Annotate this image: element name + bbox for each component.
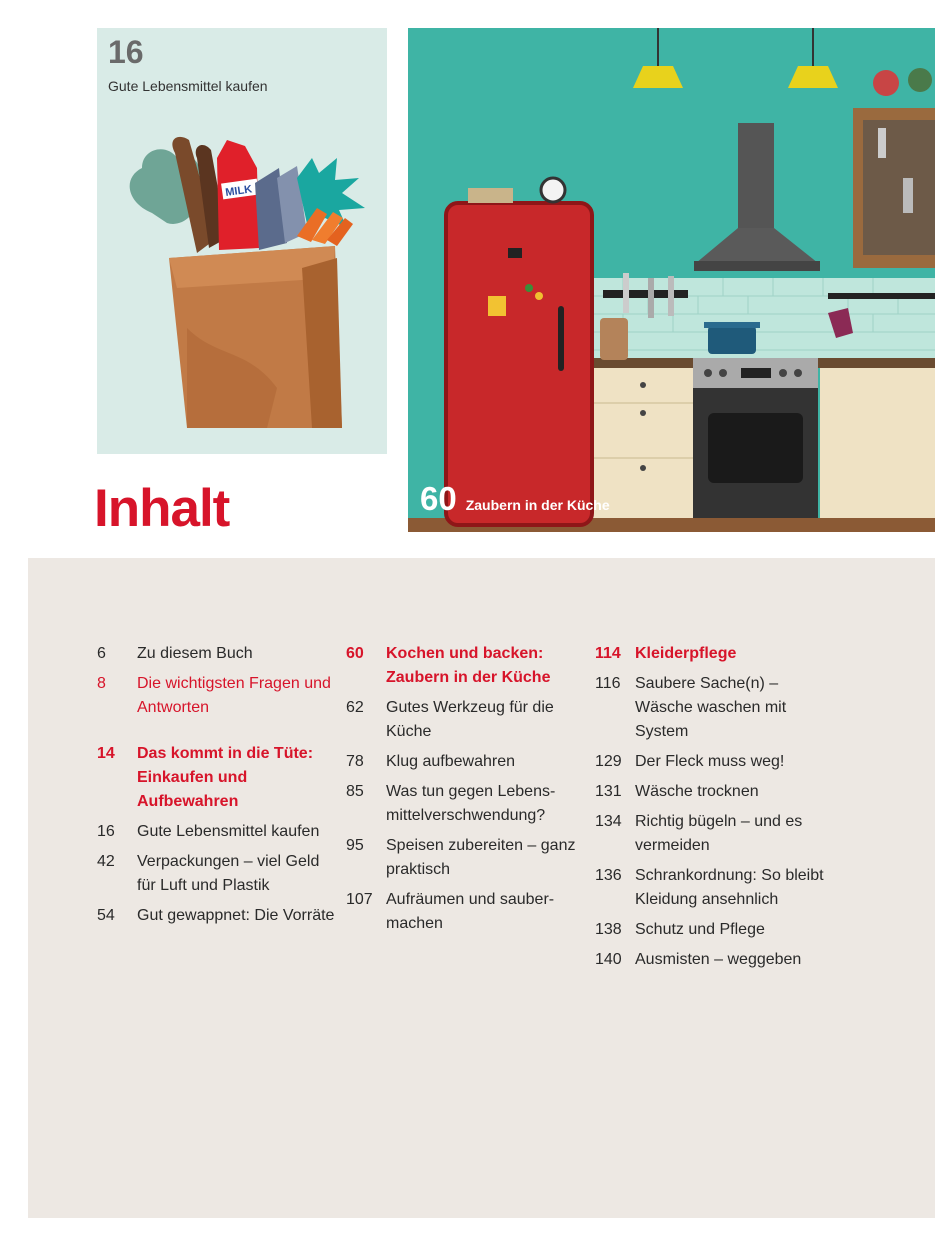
kitchen-illustration [408, 28, 935, 532]
toc-title: Die wichtigsten Fragen und Antworten [137, 675, 331, 716]
card-caption: Gute Lebensmittel kaufen [108, 78, 268, 94]
toc-entry[interactable] [97, 642, 337, 666]
toc-entry[interactable] [346, 750, 586, 774]
toc-page: 134 [595, 813, 622, 830]
toc-page: 54 [97, 907, 115, 924]
kitchen-caption-text: Zaubern in der Küche [465, 497, 610, 513]
toc-page: 60 [346, 645, 364, 662]
toc-page: 131 [595, 783, 622, 800]
toc-column-1 [97, 642, 337, 934]
toc-page: 107 [346, 891, 373, 908]
toc-entry[interactable] [595, 672, 835, 744]
toc-entry[interactable] [595, 918, 835, 942]
toc-title: Gutes Werkzeug für die Küche [386, 699, 554, 740]
toc-entry[interactable] [97, 904, 337, 928]
toc-page: 62 [346, 699, 364, 716]
toc-chapter[interactable] [97, 742, 337, 814]
milk-label: MILK [224, 183, 253, 200]
toc-column-2 [346, 642, 586, 942]
toc-entry[interactable] [595, 810, 835, 858]
toc-entry[interactable] [346, 780, 586, 828]
toc-page: 16 [97, 823, 115, 840]
toc-title: Das kommt in die Tüte: Einkaufen und Aufbewahren [137, 745, 314, 810]
toc-title: Der Fleck muss weg! [635, 753, 785, 770]
toc-title: Richtig bügeln – und es vermeiden [635, 813, 803, 854]
page-title: Inhalt [94, 479, 230, 538]
toc-page: 140 [595, 951, 622, 968]
toc-page: 114 [595, 645, 621, 662]
toc-entry[interactable] [97, 820, 337, 844]
toc-title: Speisen zubereiten – ganz praktisch [386, 837, 576, 878]
toc-page: 6 [97, 645, 106, 662]
toc-title: Zu diesem Buch [137, 645, 253, 662]
toc-page: 42 [97, 853, 115, 870]
toc-title: Kochen und backen: Zaubern in der Küche [386, 645, 551, 686]
toc-title: Saubere Sache(n) – Wäsche waschen mit System [635, 675, 787, 740]
toc-title: Verpackungen – viel Geld für Luft und Plastik [137, 853, 320, 894]
toc-page: 95 [346, 837, 364, 854]
kitchen-panel [408, 28, 935, 532]
kitchen-page-number: 60 [420, 480, 457, 517]
toc-title: Schutz und Pflege [635, 921, 765, 938]
toc-chapter[interactable] [595, 642, 835, 666]
toc-title: Was tun gegen Lebensmittelverschwendung? [386, 783, 556, 824]
toc-entry[interactable] [346, 834, 586, 882]
toc-entry[interactable] [97, 672, 337, 720]
table-of-contents [28, 558, 935, 1218]
toc-entry[interactable] [595, 948, 835, 972]
card-page-number: 16 [108, 34, 144, 70]
toc-title: Gute Lebensmittel kaufen [137, 823, 320, 840]
toc-entry[interactable] [346, 888, 586, 936]
toc-page: 116 [595, 675, 621, 692]
toc-page: 138 [595, 921, 622, 938]
toc-title: Klug aufbewahren [386, 753, 515, 770]
toc-chapter[interactable] [346, 642, 586, 690]
toc-entry[interactable] [97, 850, 337, 898]
toc-title: Aufräumen und saubermachen [386, 891, 555, 932]
toc-page: 129 [595, 753, 622, 770]
toc-entry[interactable] [346, 696, 586, 744]
toc-page: 8 [97, 675, 106, 692]
toc-entry[interactable] [595, 780, 835, 804]
toc-title: Gut gewappnet: Die Vorräte [137, 907, 335, 924]
toc-page: 78 [346, 753, 364, 770]
toc-title: Kleiderpflege [635, 645, 737, 662]
toc-page: 85 [346, 783, 364, 800]
toc-page: 136 [595, 867, 622, 884]
kitchen-caption [420, 480, 610, 518]
toc-title: Schrankordnung: So bleibt Kleidung ansehnlich [635, 867, 824, 908]
toc-entry[interactable] [595, 864, 835, 912]
toc-entry[interactable] [595, 750, 835, 774]
toc-column-3 [595, 642, 835, 978]
grocery-card [97, 28, 387, 454]
toc-title: Wäsche trocknen [635, 783, 759, 800]
toc-page: 14 [97, 745, 115, 762]
toc-title: Ausmisten – weggeben [635, 951, 802, 968]
